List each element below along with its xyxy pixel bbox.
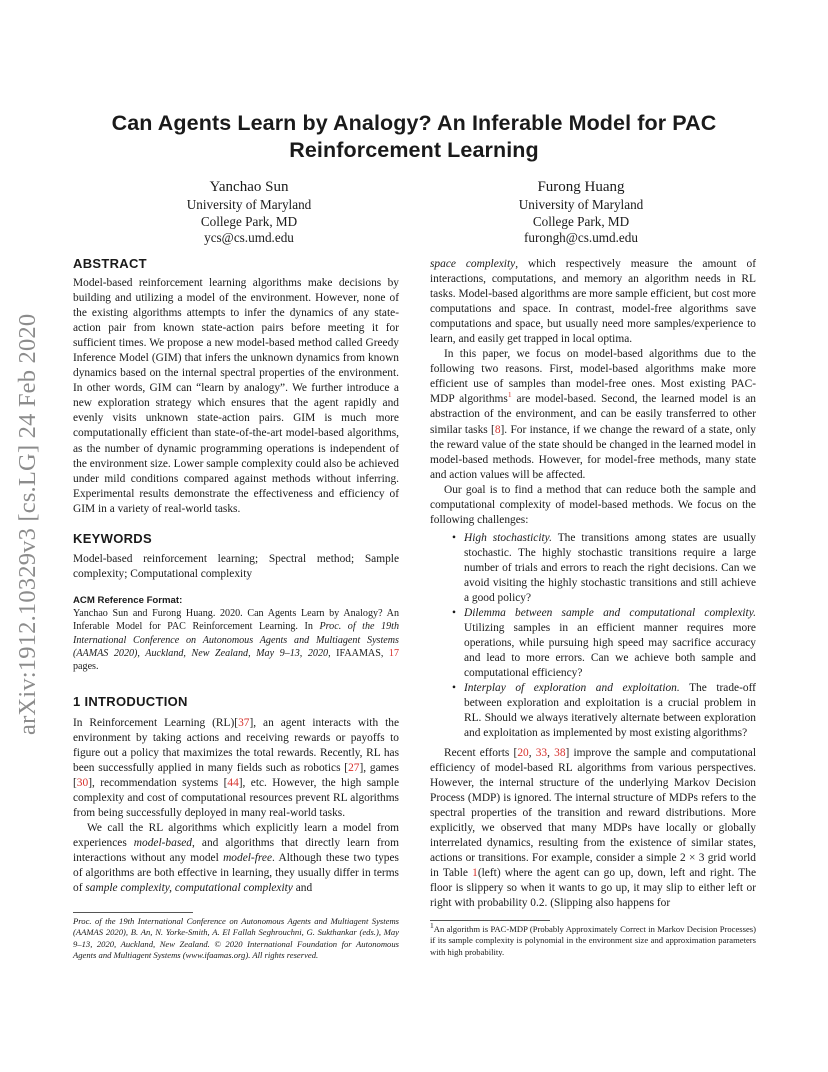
challenge-list <box>430 531 756 742</box>
footnote-link[interactable]: 1 <box>507 390 512 400</box>
paper-title: Can Agents Learn by Analogy? An Inferable Model for PAC Reinforcement Learning <box>111 111 717 162</box>
author-name: Yanchao Sun <box>209 179 289 195</box>
author-name: Furong Huang <box>537 179 625 195</box>
citation-link[interactable]: 30 <box>76 777 89 790</box>
page-count-link[interactable]: 17 <box>388 648 399 660</box>
citation-link[interactable]: 27 <box>348 762 360 775</box>
challenge-item: • High stochasticity. The transitions among states are usually stochastic. The highly stochastic transitions require a large number of trials and errors to reach the right decisions. Can we avoid visiting the highly stochastic transitions and still achieve a good policy? <box>464 531 756 606</box>
author-block-2 <box>431 178 731 247</box>
intro-paragraph-1: In Reinforcement Learning (RL)[37], an agent interacts with the environment by taking actions and receiving rewards or payoffs to figure out a policy that maximizes the total rewards. Recently, RL has been successfully applied in many fields such as robotics [27], games [30], recommendation systems [44], etc. However, the high sample complexity and cost of computational resources prevent RL algorithms from being successfully deployed in many real-world tasks. <box>73 716 399 820</box>
challenge-item: • Dilemma between sample and computational complexity. Utilizing samples in an efficient manner requires more operations, while pursuing high speed may sacrifice accuracy and lead to more errors. Can we achieve both sample and computational efficiency? <box>464 606 756 681</box>
introduction-heading: 1 INTRODUCTION <box>73 693 188 709</box>
author-affiliation: University of Maryland <box>186 197 312 212</box>
abstract-text: Model-based reinforcement learning algorithms make decisions by building and utilizing a model of the environment. However, none of the existing algorithms attempts to infer the dynamics of any state-action pair from known state-action pairs before meeting it for sufficient times. We propose a new model-based method called Greedy Inference Model (GIM) that infers the unknown dynamics from known dynamics based on the internal spectral properties of the environment. In other words, GIM can “learn by analogy”. We further introduce a new exploration strategy which ensures that the agent rapidly and evenly visits unknown state-action pairs. GIM is much more computationally efficient than state-of-the-art model-based algorithms, as the number of dynamic programming operations is independent of the environment size. Lower sample complexity could also be achieved under mild conditions compared against methods without inferring. Experimental results demonstrate the effectiveness and efficiency of GIM in a variety of real-world tasks. <box>73 277 399 515</box>
paragraph-complexity: space complexity, which respectively measure the amount of interactions, computations, and memory an algorithm needs in RL tasks. Model-based algorithms are more sample efficient, but cost more computations and space. In contrast, model-free algorithms save computations and space, but usually need more samples/experience to learn, and easily get trapped in local optima. <box>430 258 756 346</box>
citation-link[interactable]: 44 <box>227 777 239 790</box>
citation-link[interactable]: 8 <box>494 423 501 436</box>
challenge-item: • Interplay of exploration and exploitation. The trade-off between exploration and exploitation is a crucial problem in RL. Should we always iteratively alternate between exploration and exploitation as implemented by most existing algorithms? <box>464 681 756 741</box>
footnote-divider <box>73 912 193 913</box>
citation-link[interactable]: 33 <box>535 746 548 759</box>
paragraph-model-based: In this paper, we focus on model-based algorithms due to the following two reasons. First, model-based algorithms make more efficient use of samples than model-free ones. Most existing PAC-MDP algorithms$^1$ are model-based. Second, the learned model is an abstraction of the environment, and can be easily transferred to other similar tasks [8]. For instance, if we change the reward of a state, only the reward value of the state should be changed in the learned model in model-based methods. However, for model-free methods, many state and action values will be affected. <box>430 348 756 481</box>
right-column <box>430 257 756 911</box>
author-location: College Park, MD <box>532 213 630 229</box>
author-location: College Park, MD <box>200 213 298 229</box>
acm-reference-heading: ACM Reference Format: <box>73 594 183 606</box>
conference-footnote: Proc. of the 19th International Conference on Autonomous Agents and Multiagent Systems (AAMAS 2020), B. An, N. Yorke-Smith, A. El Fallah Seghrouchni, G. Sukthankar (eds.), May 9–13, 2020, Auckland, New Zealand. © 2020 International Foundation for Autonomous Agents and Multiagent Systems (www.ifaamas.org). All rights reserved. <box>73 916 399 961</box>
abstract-heading: ABSTRACT <box>73 256 147 271</box>
intro-paragraph-2: We call the RL algorithms which explicitly learn a model from experiences model-based, and algorithms that directly learn from interactions without any model model-free. Although these two types of algorithms are both effective in learning, they usually differ in terms of sample complexity, computational complexity and <box>73 822 399 895</box>
pac-mdp-footnote: $^1$An algorithm is PAC-MDP (Probably Approximately Correct in Markov Decision Processes) if its sample complexity is polynomial in the environment size and approximation parameters with high probability. <box>430 921 756 957</box>
keywords-heading: KEYWORDS <box>73 530 152 546</box>
footnote-divider <box>430 920 550 921</box>
author-email[interactable]: furongh@cs.umd.edu <box>524 230 638 246</box>
author-email[interactable]: ycs@cs.umd.edu <box>204 230 294 246</box>
author-block-1 <box>99 178 399 247</box>
acm-reference-text: Yanchao Sun and Furong Huang. 2020. Can Agents Learn by Analogy? An Inferable Model for PAC Reinforcement Learning. In Proc. of the 19th International Conference on Autonomous Agents and Multiagent Systems (AAMAS 2020), Auckland, New Zealand, May 9–13, 2020, IFAAMAS, 17 pages. <box>73 607 400 673</box>
citation-link[interactable]: 20 <box>517 746 529 759</box>
keywords-text: Model-based reinforcement learning; Spectral method; Sample complexity; Computational complexity <box>73 552 399 580</box>
author-affiliation: University of Maryland <box>518 197 644 212</box>
arxiv-stamp: arXiv:1912.10329v3 [cs.LG] 24 Feb 2020 <box>14 313 41 735</box>
left-column <box>73 256 399 896</box>
paragraph-recent-efforts: Recent efforts [20, 33, 38] improve the sample and computational efficiency of model-based RL algorithms from various perspectives. However, the internal structure of the underlying Markov Decision Process (MDP) is ignored. The internal structure of MDPs refers to the spectral properties of the transition and reward distributions. More explicitly, we observed that many MDPs have locally or globally interrelated dynamics, resulting from the existence of similar states, actions or transitions. For example, consider a simple 2 × 3 grid world in Table 1(left) where the agent can go up, down, left and right. The floor is slippery so when it wants to go up, it may slip to either left or right with probability 0.2. (Slipping also happens for <box>430 746 756 909</box>
paragraph-goal: Our goal is to find a method that can reduce both the sample and computational complexity of model-based methods. We focus on the following challenges: <box>430 483 756 526</box>
citation-link[interactable]: 37 <box>238 716 250 729</box>
table-link[interactable]: 1 <box>472 866 478 879</box>
citation-link[interactable]: 38 <box>554 746 566 759</box>
